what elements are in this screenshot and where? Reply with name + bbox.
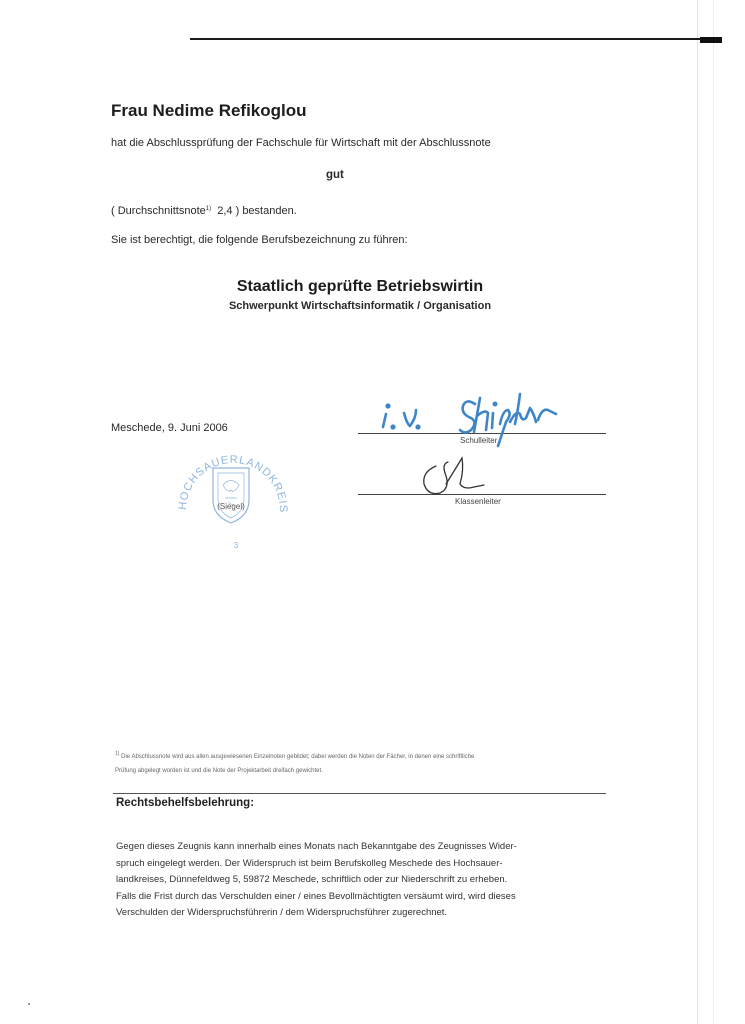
- principal-signature: [383, 394, 556, 446]
- official-seal: [168, 440, 294, 552]
- seal-number: 3: [233, 541, 239, 550]
- legal-line: Falls die Frist durch das Verschulden einer / eines Bevollmächtigten versäumt wird, wird dieses: [116, 890, 516, 902]
- scan-edge-line: [713, 0, 714, 1024]
- handwritten-signatures: [350, 380, 580, 500]
- footnote-mark: 1): [115, 751, 120, 757]
- legal-heading: Rechtsbehelfsbelehrung:: [116, 797, 255, 809]
- seal-center-label: (Siegel): [217, 502, 245, 511]
- average-value: 2,4: [217, 205, 233, 217]
- place-date: Meschede, 9. Juni 2006: [111, 422, 228, 434]
- legal-line: landkreises, Dünnefeldweg 5, 59872 Meschede, schriftlich oder zur Niederschrift zu erheben.: [116, 874, 508, 885]
- signature-label-class-teacher: Klassenleiter: [455, 497, 501, 506]
- entitlement-text: Sie ist berechtigt, die folgende Berufsbezeichnung zu führen:: [111, 234, 408, 246]
- class-teacher-signature: [424, 458, 484, 494]
- footnote-line-2: Prüfung abgelegt worden ist und die Note der Projektarbeit dreifach gewichtet.: [115, 768, 323, 774]
- footnote: [115, 747, 615, 778]
- average-suffix: ) bestanden.: [235, 205, 297, 217]
- top-rule-mark: [700, 37, 722, 43]
- exam-statement: hat die Abschlussprüfung der Fachschule für Wirtschaft mit der Abschlussnote: [111, 137, 491, 149]
- scan-speck: [28, 1003, 30, 1005]
- legal-divider: [113, 793, 606, 794]
- average-footnote-mark: 1): [205, 206, 212, 212]
- recipient-name: Frau Nedime Refikoglou: [111, 101, 307, 120]
- final-grade: gut: [326, 169, 344, 181]
- legal-line: Verschulden der Widerspruchsführerin / dem Widerspruchsführer zugerechnet.: [116, 907, 448, 918]
- average-grade-line: [111, 205, 297, 217]
- scan-edge-line: [697, 0, 698, 1024]
- legal-line: Gegen dieses Zeugnis kann innerhalb eines Monats nach Bekanntgabe des Zeugnisses Wider-: [116, 841, 517, 852]
- footnote-line-1: Die Abschlussnote wird aus allen ausgewiesenen Einzelnoten gebildet; dabei werden die Noten der Fächer, in denen eine schriftliche: [121, 754, 475, 760]
- top-rule: [190, 38, 705, 40]
- seal-ring-text: HOCHSAUERLANDKREIS: [176, 453, 290, 514]
- legal-line: spruch eingelegt werden. Der Widerspruch ist beim Berufskolleg Meschede des Hochsauer-: [116, 857, 503, 869]
- average-prefix: ( Durchschnittsnote: [111, 205, 206, 217]
- signature-label-principal: Schulleiter: [460, 436, 498, 445]
- degree-title: Staatlich geprüfte Betriebswirtin: [236, 278, 484, 295]
- legal-notice: [116, 839, 616, 922]
- degree-focus: Schwerpunkt Wirtschaftsinformatik / Organisation: [228, 300, 492, 312]
